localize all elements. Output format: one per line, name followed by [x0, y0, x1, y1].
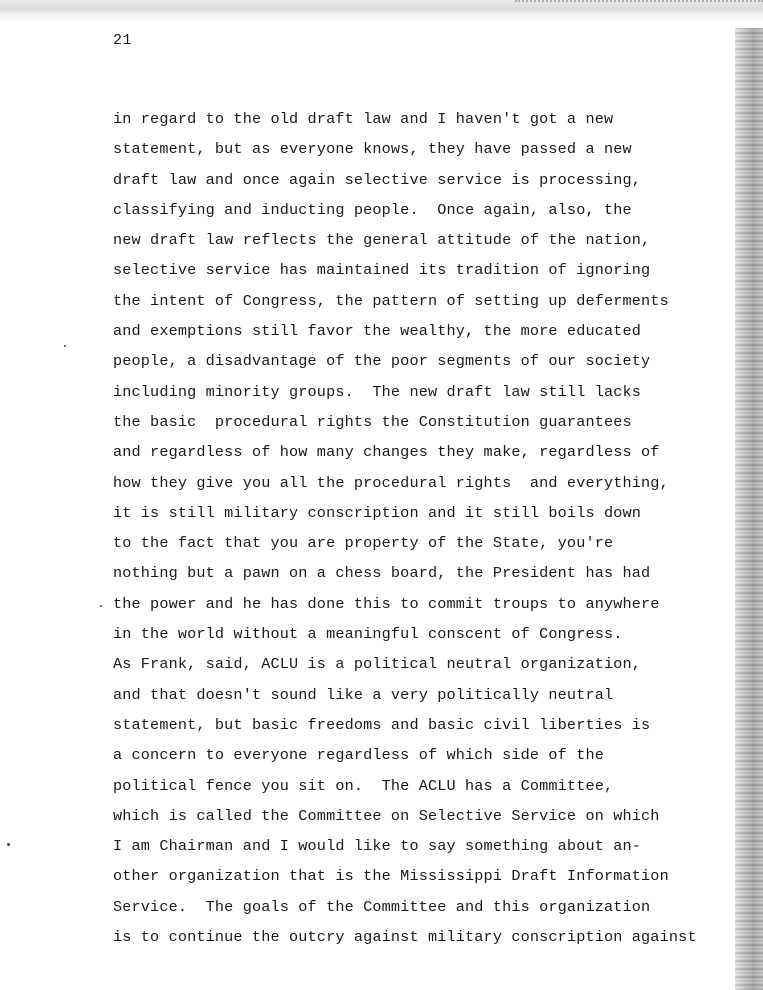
text-line: and regardless of how many changes they make, regardless of: [113, 443, 660, 462]
text-line: I am Chairman and I would like to say something about an-: [113, 837, 642, 856]
page-number: 21: [113, 32, 133, 49]
text-line: which is called the Committee on Selective Service on which: [113, 806, 660, 825]
text-line: Service. The goals of the Committee and this organization: [113, 897, 651, 916]
scan-right-edge: [735, 28, 763, 990]
text-line: the basic procedural rights the Constitution guarantees: [113, 412, 632, 431]
text-line: As Frank, said, ACLU is a political neutral organization,: [113, 655, 642, 674]
scan-speck: [7, 843, 10, 846]
text-line: draft law and once again selective service is processing,: [113, 170, 642, 189]
text-line: other organization that is the Mississippi Draft Information: [113, 867, 669, 886]
text-line: and exemptions still favor the wealthy, the more educated: [113, 322, 642, 341]
text-line: in regard to the old draft law and I haven't got a new: [113, 110, 614, 128]
text-line: to the fact that you are property of the State, you're: [113, 534, 614, 553]
transcript-body: [113, 104, 713, 952]
text-line: a concern to everyone regardless of which side of the: [113, 746, 604, 765]
text-line: classifying and inducting people. Once again, also, the: [113, 200, 632, 219]
text-line: the intent of Congress, the pattern of setting up deferments: [113, 291, 669, 310]
text-line: political fence you sit on. The ACLU has a Committee,: [113, 776, 614, 795]
text-line: nothing but a pawn on a chess board, the President has had: [113, 564, 651, 583]
text-line: the power and he has done this to commit troups to anywhere: [113, 594, 660, 613]
text-line: statement, but basic freedoms and basic civil liberties is: [113, 715, 651, 734]
text-line: and that doesn't sound like a very politically neutral: [113, 685, 614, 704]
text-line: including minority groups. The new draft law still lacks: [113, 382, 642, 401]
scan-speck: [64, 345, 66, 347]
text-line: it is still military conscription and it still boils down: [113, 503, 642, 522]
text-line: selective service has maintained its tradition of ignoring: [113, 261, 651, 280]
text-line: in the world without a meaningful conscent of Congress.: [113, 625, 623, 644]
text-line: new draft law reflects the general attitude of the nation,: [113, 231, 651, 250]
scan-top-dotted-border: [515, 0, 763, 12]
text-line: statement, but as everyone knows, they have passed a new: [113, 140, 632, 159]
text-line: how they give you all the procedural rights and everything,: [113, 473, 669, 492]
text-line: is to continue the outcry against military conscription against: [113, 928, 697, 947]
scan-speck: [100, 605, 102, 607]
text-line: people, a disadvantage of the poor segments of our society: [113, 352, 651, 371]
